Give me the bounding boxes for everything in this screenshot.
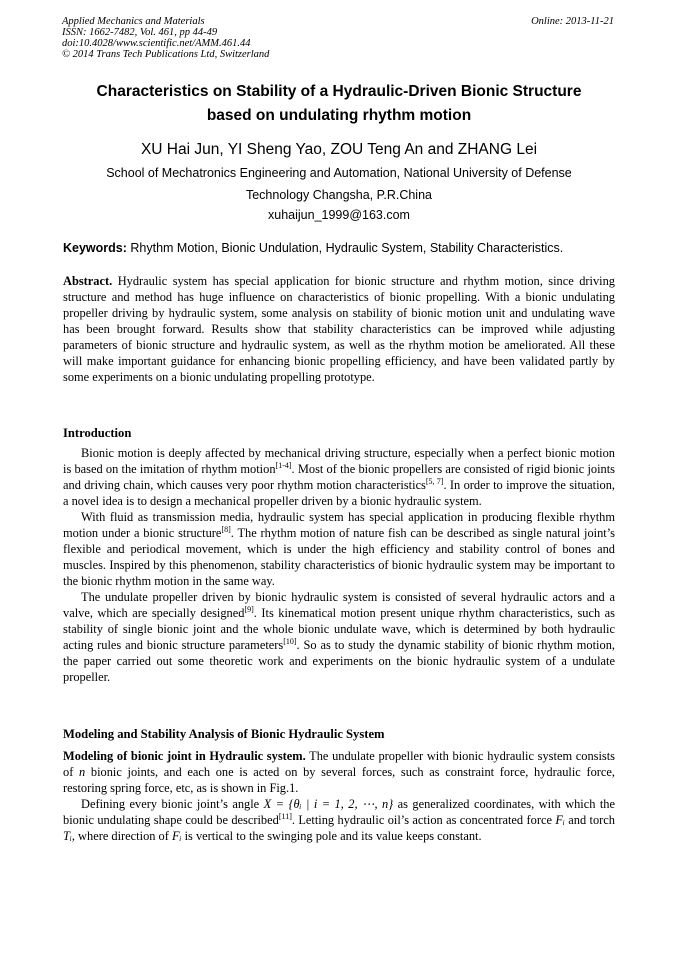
math-n: n xyxy=(79,765,86,779)
abstract-text: Hydraulic system has special application for bionic structure and rhythm motion, since driving structure and method has huge influence on characteristics of bionic propelling. With a bionic undulating propeller driving by hydraulic system, some analysis on stability of bionic motion unit and undulating wave has been brought forward. Results show that stability characteristics can be improved while adjusting parameters of bionic structure and hydraulic system, as well as the rhythm motion be ameliorated. All these will make important guidance for enhancing bionic propelling efficiency, and have been validated partly by some experiments on a bionic undulating propelling prototype. xyxy=(63,274,615,384)
keywords-text: Rhythm Motion, Bionic Undulation, Hydraulic System, Stability Characteristics. xyxy=(130,241,564,255)
author-list: XU Hai Jun, YI Sheng Yao, ZOU Teng An and ZHANG Lei xyxy=(140,141,538,158)
intro-paragraph-2: With fluid as transmission media, hydraulic system has special application in producing flexible rhythm motion under a bionic structure[8]. The rhythm motion of nature fish can be described as single natural joint’s flexible and periodical movement, which is under the high efficiency and stability control of bones and muscles. Inspired by this phenomenon, stability characteristics of bionic hydraulic system may be important to the bionic rhythm motion in the same way. xyxy=(63,510,616,588)
citation: [5, 7] xyxy=(425,477,444,486)
citation: [11] xyxy=(278,812,292,821)
modeling-subheading: Modeling of bionic joint in Hydraulic system. xyxy=(63,749,306,763)
keywords xyxy=(63,239,618,257)
abstract xyxy=(63,273,615,385)
modeling-paragraph-2: Defining every bionic joint’s angle X = {θᵢ | i = 1, 2, ⋯, n} as generalized coordinates, with which the bionic undulating shape could be described[11]. Letting hydraulic oil’s action as concentrated force Fᵢ and torch Tᵢ, where direction of Fᵢ is vertical to the swinging pole and its value keeps constant. xyxy=(63,797,616,843)
introduction-section xyxy=(63,425,615,685)
math-generalized-coordinates: X = {θᵢ | i = 1, 2, ⋯, n} xyxy=(263,797,394,811)
abstract-label: Abstract. xyxy=(63,274,113,288)
introduction-heading: Introduction xyxy=(63,426,132,440)
title-line-1: Characteristics on Stability of a Hydraulic-Driven Bionic Structure xyxy=(96,83,582,100)
modeling-heading: Modeling and Stability Analysis of Bionic Hydraulic System xyxy=(63,727,385,741)
journal-issn: ISSN: 1662-7482, Vol. 461, pp 44-49 xyxy=(62,27,218,38)
title-line-2: based on undulating rhythm motion xyxy=(206,107,472,124)
math-force: Fᵢ xyxy=(555,813,565,827)
citation: [1-4] xyxy=(275,461,292,470)
affiliation xyxy=(60,162,618,206)
author-email: xuhaijun_1999@163.com xyxy=(268,208,410,222)
math-torch: Tᵢ xyxy=(63,829,72,843)
citation: [9] xyxy=(244,605,254,614)
online-date: Online: 2013-11-21 xyxy=(531,16,614,27)
math-force: Fᵢ xyxy=(171,829,182,843)
citation: [8] xyxy=(221,525,231,534)
journal-header xyxy=(62,16,269,60)
intro-paragraph-1: Bionic motion is deeply affected by mechanical driving structure, especially when a perfect bionic motion is based on the imitation of rhythm motion[1-4]. Most of the bionic propellers are consisted of rigid bionic joints and driving chain, which causes very poor rhythm motion characteristics[5, 7]. In order to improve the situation, a novel idea is to design a mechanical propeller driven by a bionic hydraulic system. xyxy=(63,446,615,508)
affiliation-line-1: School of Mechatronics Engineering and Automation, National University of Defense xyxy=(106,166,572,180)
paper-title xyxy=(40,80,638,128)
modeling-paragraph-1: Modeling of bionic joint in Hydraulic system. The undulate propeller with bionic hydraulic system consists of n bionic joints, and each one is acted on by several forces, such as constraint force, hydraulic force, restoring spring force, etc, as is shown in Fig.1. xyxy=(63,749,616,795)
journal-copyright: © 2014 Trans Tech Publications Ltd, Switzerland xyxy=(62,49,270,60)
keywords-label: Keywords: xyxy=(63,241,127,255)
journal-doi: doi:10.4028/www.scientific.net/AMM.461.44 xyxy=(62,38,251,49)
affiliation-line-2: Technology Changsha, P.R.China xyxy=(245,188,432,202)
journal-name: Applied Mechanics and Materials xyxy=(62,16,205,27)
citation: [10] xyxy=(283,637,297,646)
intro-paragraph-3: The undulate propeller driven by bionic hydraulic system is consisted of several hydraulic actors and a valve, which are specially designed[9]. Its kinematical motion present unique rhythm characteristics, such as stability of single bionic joint and the whole bionic undulate wave, which is determined by both hydraulic acting rules and bionic structure parameters[10]. So as to study the dynamic stability of bionic rhythm motion, the paper carried out some theoretic work and experiments on the bionic hydraulic system of a undulate propeller. xyxy=(63,590,616,684)
modeling-section xyxy=(63,726,615,844)
